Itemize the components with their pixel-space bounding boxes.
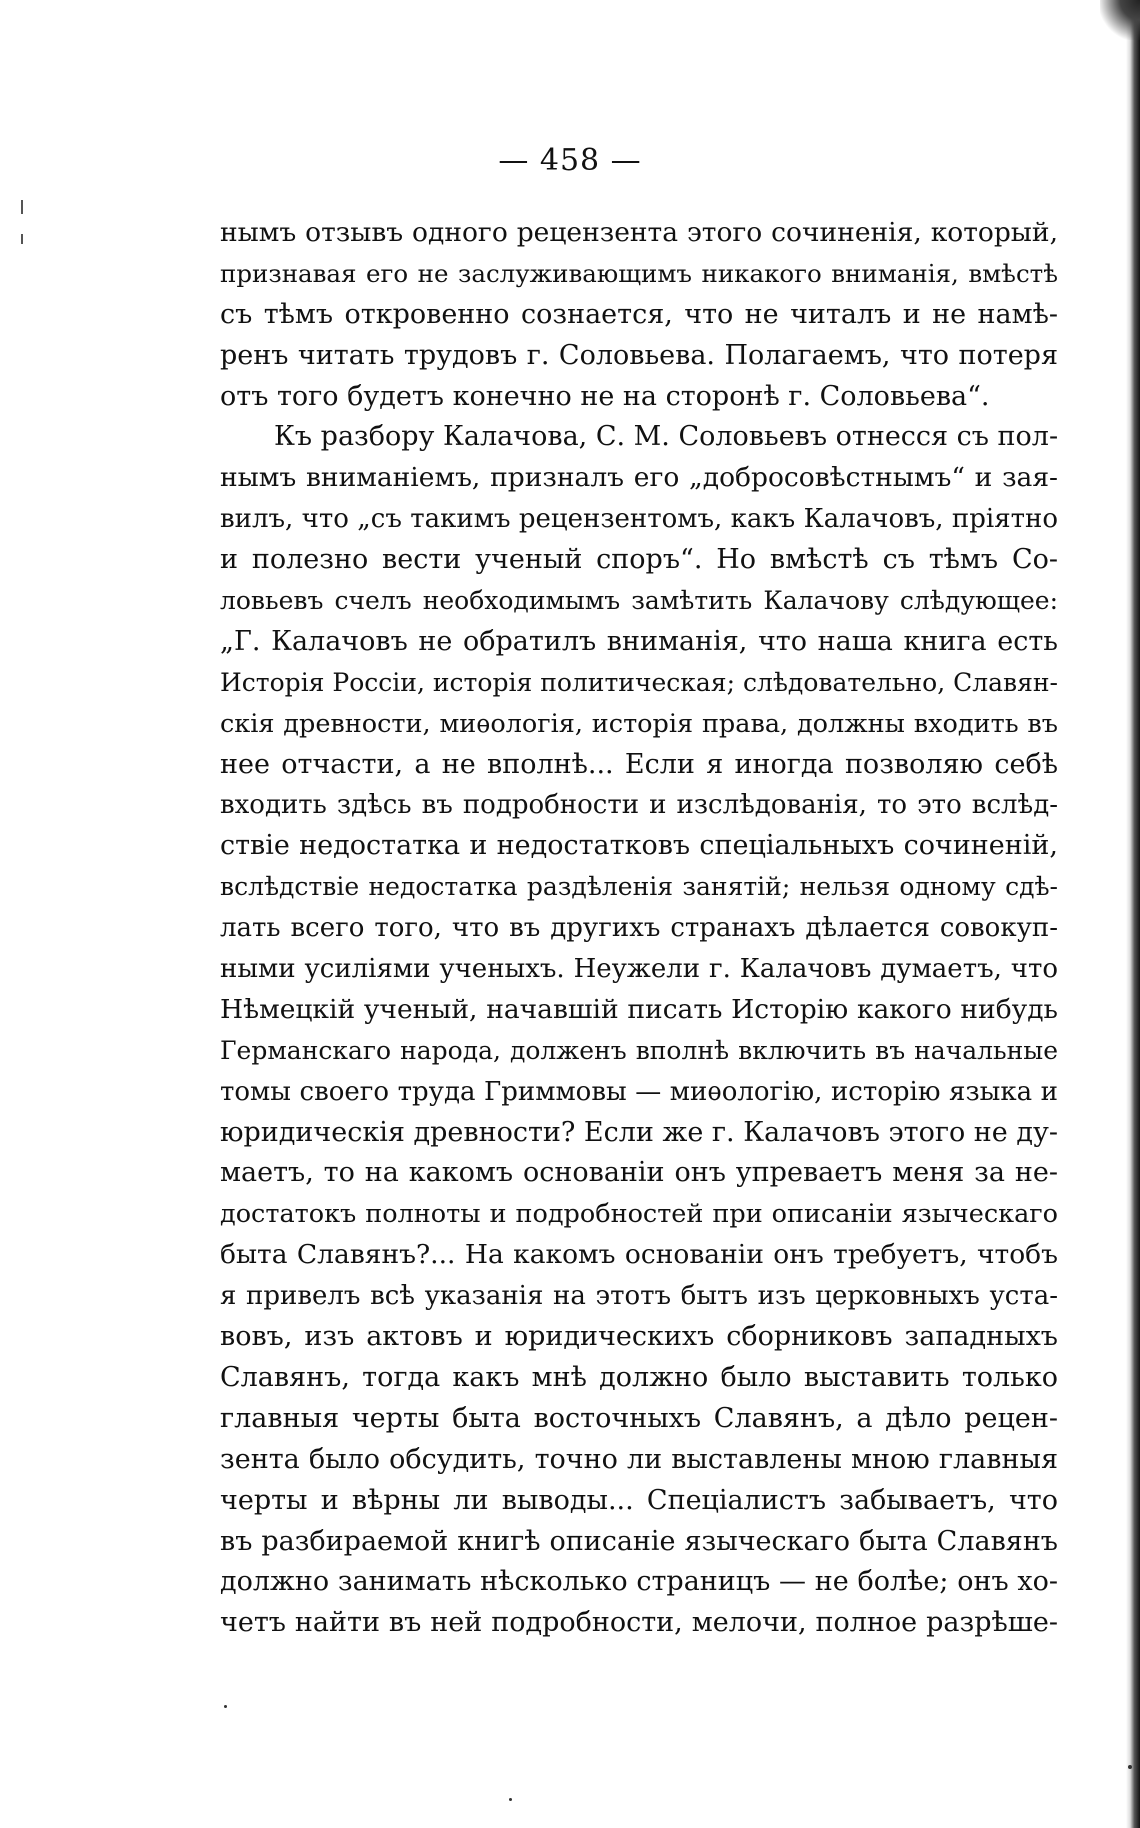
paragraph-start-line: Къ разбору Калачова, С. М. Соловьевъ отнесся съ пол-	[274, 421, 1058, 453]
text-line: Исторія Россіи, исторія политическая; слѣдовательно, Славян-	[220, 667, 1058, 697]
text-line: Славянъ, тогда какъ мнѣ должно было выставить только	[220, 1361, 1058, 1393]
text-line: ловьевъ счелъ необходимымъ замѣтить Калачову слѣдующее:	[220, 586, 1058, 616]
text-line: ными усиліями ученыхъ. Неужели г. Калачовъ думаетъ, что	[220, 954, 1058, 985]
text-line: нымъ отзывъ одного рецензента этого сочиненія, который,	[220, 217, 1058, 248]
scan-speck	[1128, 1765, 1132, 1769]
scan-corner-shadow	[1100, 0, 1140, 40]
text-line: быта Славянъ?... На какомъ основаніи онъ требуетъ, чтобъ	[220, 1239, 1058, 1271]
text-line: „Г. Калачовъ не обратилъ вниманія, что наша книга есть	[220, 625, 1058, 657]
text-line: томы своего труда Гриммовы — миѳологію, исторію языка и	[220, 1076, 1058, 1107]
text-line: отъ того будетъ конечно не на сторонѣ г. Соловьева“.	[220, 380, 990, 412]
text-line: маетъ, то на какомъ основаніи онъ упреваетъ меня за не-	[220, 1157, 1058, 1189]
text-line: главныя черты быта восточныхъ Славянъ, а дѣло рецен-	[220, 1402, 1058, 1434]
text-line: и полезно вести ученый споръ“. Но вмѣстѣ съ тѣмъ Со-	[220, 544, 1058, 576]
text-line: черты и вѣрны ли выводы... Спеціалистъ забываетъ, что	[220, 1484, 1058, 1516]
body-text	[220, 213, 1058, 1644]
text-line: четъ найти въ ней подробности, мелочи, полное разрѣше-	[220, 1607, 1058, 1639]
text-line: я привелъ всѣ указанія на этотъ бытъ изъ церковныхъ уста-	[220, 1281, 1058, 1312]
text-line: Нѣмецкій ученый, начавшій писать Исторію какого нибудь	[220, 993, 1058, 1025]
left-margin-specks	[21, 200, 24, 260]
text-line: нее отчасти, а не вполнѣ... Если я иногда позволяю себѣ	[220, 748, 1058, 780]
scan-speck	[509, 1798, 512, 1801]
scan-speck	[224, 1705, 227, 1708]
text-line: вслѣдствіе недостатка раздѣленія занятій; нельзя одному сдѣ-	[220, 872, 1058, 902]
text-line: юридическія древности? Если же г. Калачовъ этого не ду-	[220, 1116, 1058, 1148]
text-line: зента было обсудить, точно ли выставлены мною главныя	[220, 1443, 1058, 1475]
text-line: вилъ, что „съ такимъ рецензентомъ, какъ Калачовъ, пріятно	[220, 504, 1058, 535]
text-line: вовъ, изъ актовъ и юридическихъ сборниковъ западныхъ	[220, 1321, 1058, 1353]
text-line: въ разбираемой книгѣ описаніе языческаго быта Славянъ	[220, 1525, 1058, 1557]
text-line: должно занимать нѣсколько страницъ — не болѣе; онъ хо-	[220, 1566, 1058, 1598]
text-line: Германскаго народа, долженъ вполнѣ включить въ начальные	[220, 1035, 1058, 1065]
text-line: скія древности, миѳологія, исторія права, должны входить въ	[220, 708, 1058, 739]
page-number: — 458 —	[498, 143, 642, 178]
scan-edge-shadow	[1126, 0, 1140, 1828]
text-line: ствіе недостатка и недостатковъ спеціальныхъ сочиненій,	[220, 830, 1058, 862]
text-line: нымъ вниманіемъ, призналъ его „добросовѣстнымъ“ и зая-	[220, 462, 1058, 494]
text-line: лать всего того, что въ другихъ странахъ дѣлается совокуп-	[220, 913, 1058, 944]
text-line: достатокъ полноты и подробностей при описаніи языческаго	[220, 1199, 1058, 1230]
text-line: съ тѣмъ откровенно сознается, что не читалъ и не намѣ-	[220, 298, 1058, 330]
text-line: ренъ читать трудовъ г. Соловьева. Полагаемъ, что потеря	[220, 339, 1058, 371]
text-line: признавая его не заслуживающимъ никакого вниманія, вмѣстѣ	[220, 258, 1058, 288]
text-line: входить здѣсь въ подробности и изслѣдованія, то это вслѣд-	[220, 790, 1058, 821]
